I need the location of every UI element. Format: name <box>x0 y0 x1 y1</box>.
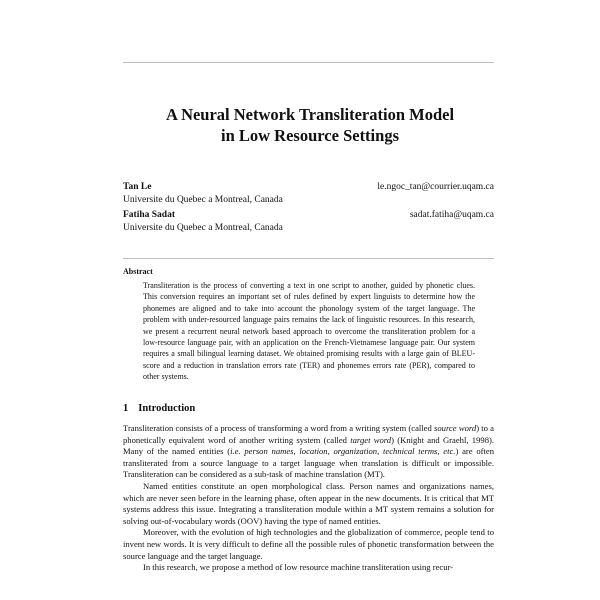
author-affiliation: Universite du Quebec a Montreal, Canada <box>123 194 283 205</box>
abstract-heading: Abstract <box>123 267 153 276</box>
section-number: 1 <box>123 403 129 414</box>
paragraph: In this research, we propose a method of low resource machine transliteration using recur- <box>143 562 454 573</box>
section-heading <box>123 403 195 414</box>
italic-term: source word <box>434 423 477 433</box>
paragraph: Moreover, with the evolution of high technologies and the globalization of commerce, people tend to invent new words. It is very difficult to define all the possible rules of phonetic transformation between the source language and the target language. <box>123 527 494 561</box>
section-title: Introduction <box>138 403 196 414</box>
title-line-1: A Neural Network Transliteration Model <box>165 105 455 124</box>
paragraph: Named entities constitute an open morphological class. Person names and organizations names, which are never seen before in the learning phase, often appear in the new documents. It is critical that MT systems address this issue. Integrating a transliteration module within a MT system remains a solution for solving out-of-vocabulary words (OOV) having the type of named entities. <box>123 480 494 526</box>
author-name: Tan Le <box>123 182 152 192</box>
author-email[interactable]: sadat.fatiha@uqam.ca <box>409 210 494 220</box>
author-name: Fatiha Sadat <box>123 210 175 220</box>
text-run: Transliteration consists of a process of transforming a word from a writing system (called <box>123 423 435 433</box>
author-affiliation: Universite du Quebec a Montreal, Canada <box>123 222 283 233</box>
text-run: ) (Knight and Graehl, 1998). Many of the named entities ( <box>123 434 494 457</box>
author-block-1 <box>123 181 494 206</box>
author-block-2 <box>123 209 494 234</box>
body-text <box>123 423 494 574</box>
paragraph <box>123 423 494 481</box>
text-run: ) are often transliterated from a source language to a target language when translation is difficult or impossible. Transliteration can be considered as a sub-task of machine translation (MT). <box>123 446 494 480</box>
italic-term: i.e. person names, location, organization, technical terms, etc. <box>230 446 456 457</box>
author-email[interactable]: le.ngoc_tan@courrier.uqam.ca <box>377 182 494 192</box>
paper-title <box>100 104 520 146</box>
text-run: ) to a phonetically equivalent word of another writing system (called <box>123 423 494 445</box>
title-line-2: in Low Resource Settings <box>221 126 399 145</box>
top-rule <box>123 62 494 63</box>
italic-term: target word <box>350 434 392 445</box>
abstract-text: Transliteration is the process of converting a text in one script to another, guided by phonetic clues. This conversion requires an important set of rules defined by expert linguists to determine how the phonemes are aligned and to take into account the phonology system of the target language. The problem with under-resourced language pairs remains the lack of linguistic resources. In this research, we present a recurrent neural network based approach to overcome the transliteration problem for a low-resource language pair, with an application on the French-Vietnamese language pair. Our system requires a small bilingual learning dataset. We obtained promising results with a large gain of BLEU-score and a reduction in translation errors rate (TER) and phonemes errors rate (PER), compared to other systems. <box>143 281 475 382</box>
abstract-rule <box>123 258 494 259</box>
